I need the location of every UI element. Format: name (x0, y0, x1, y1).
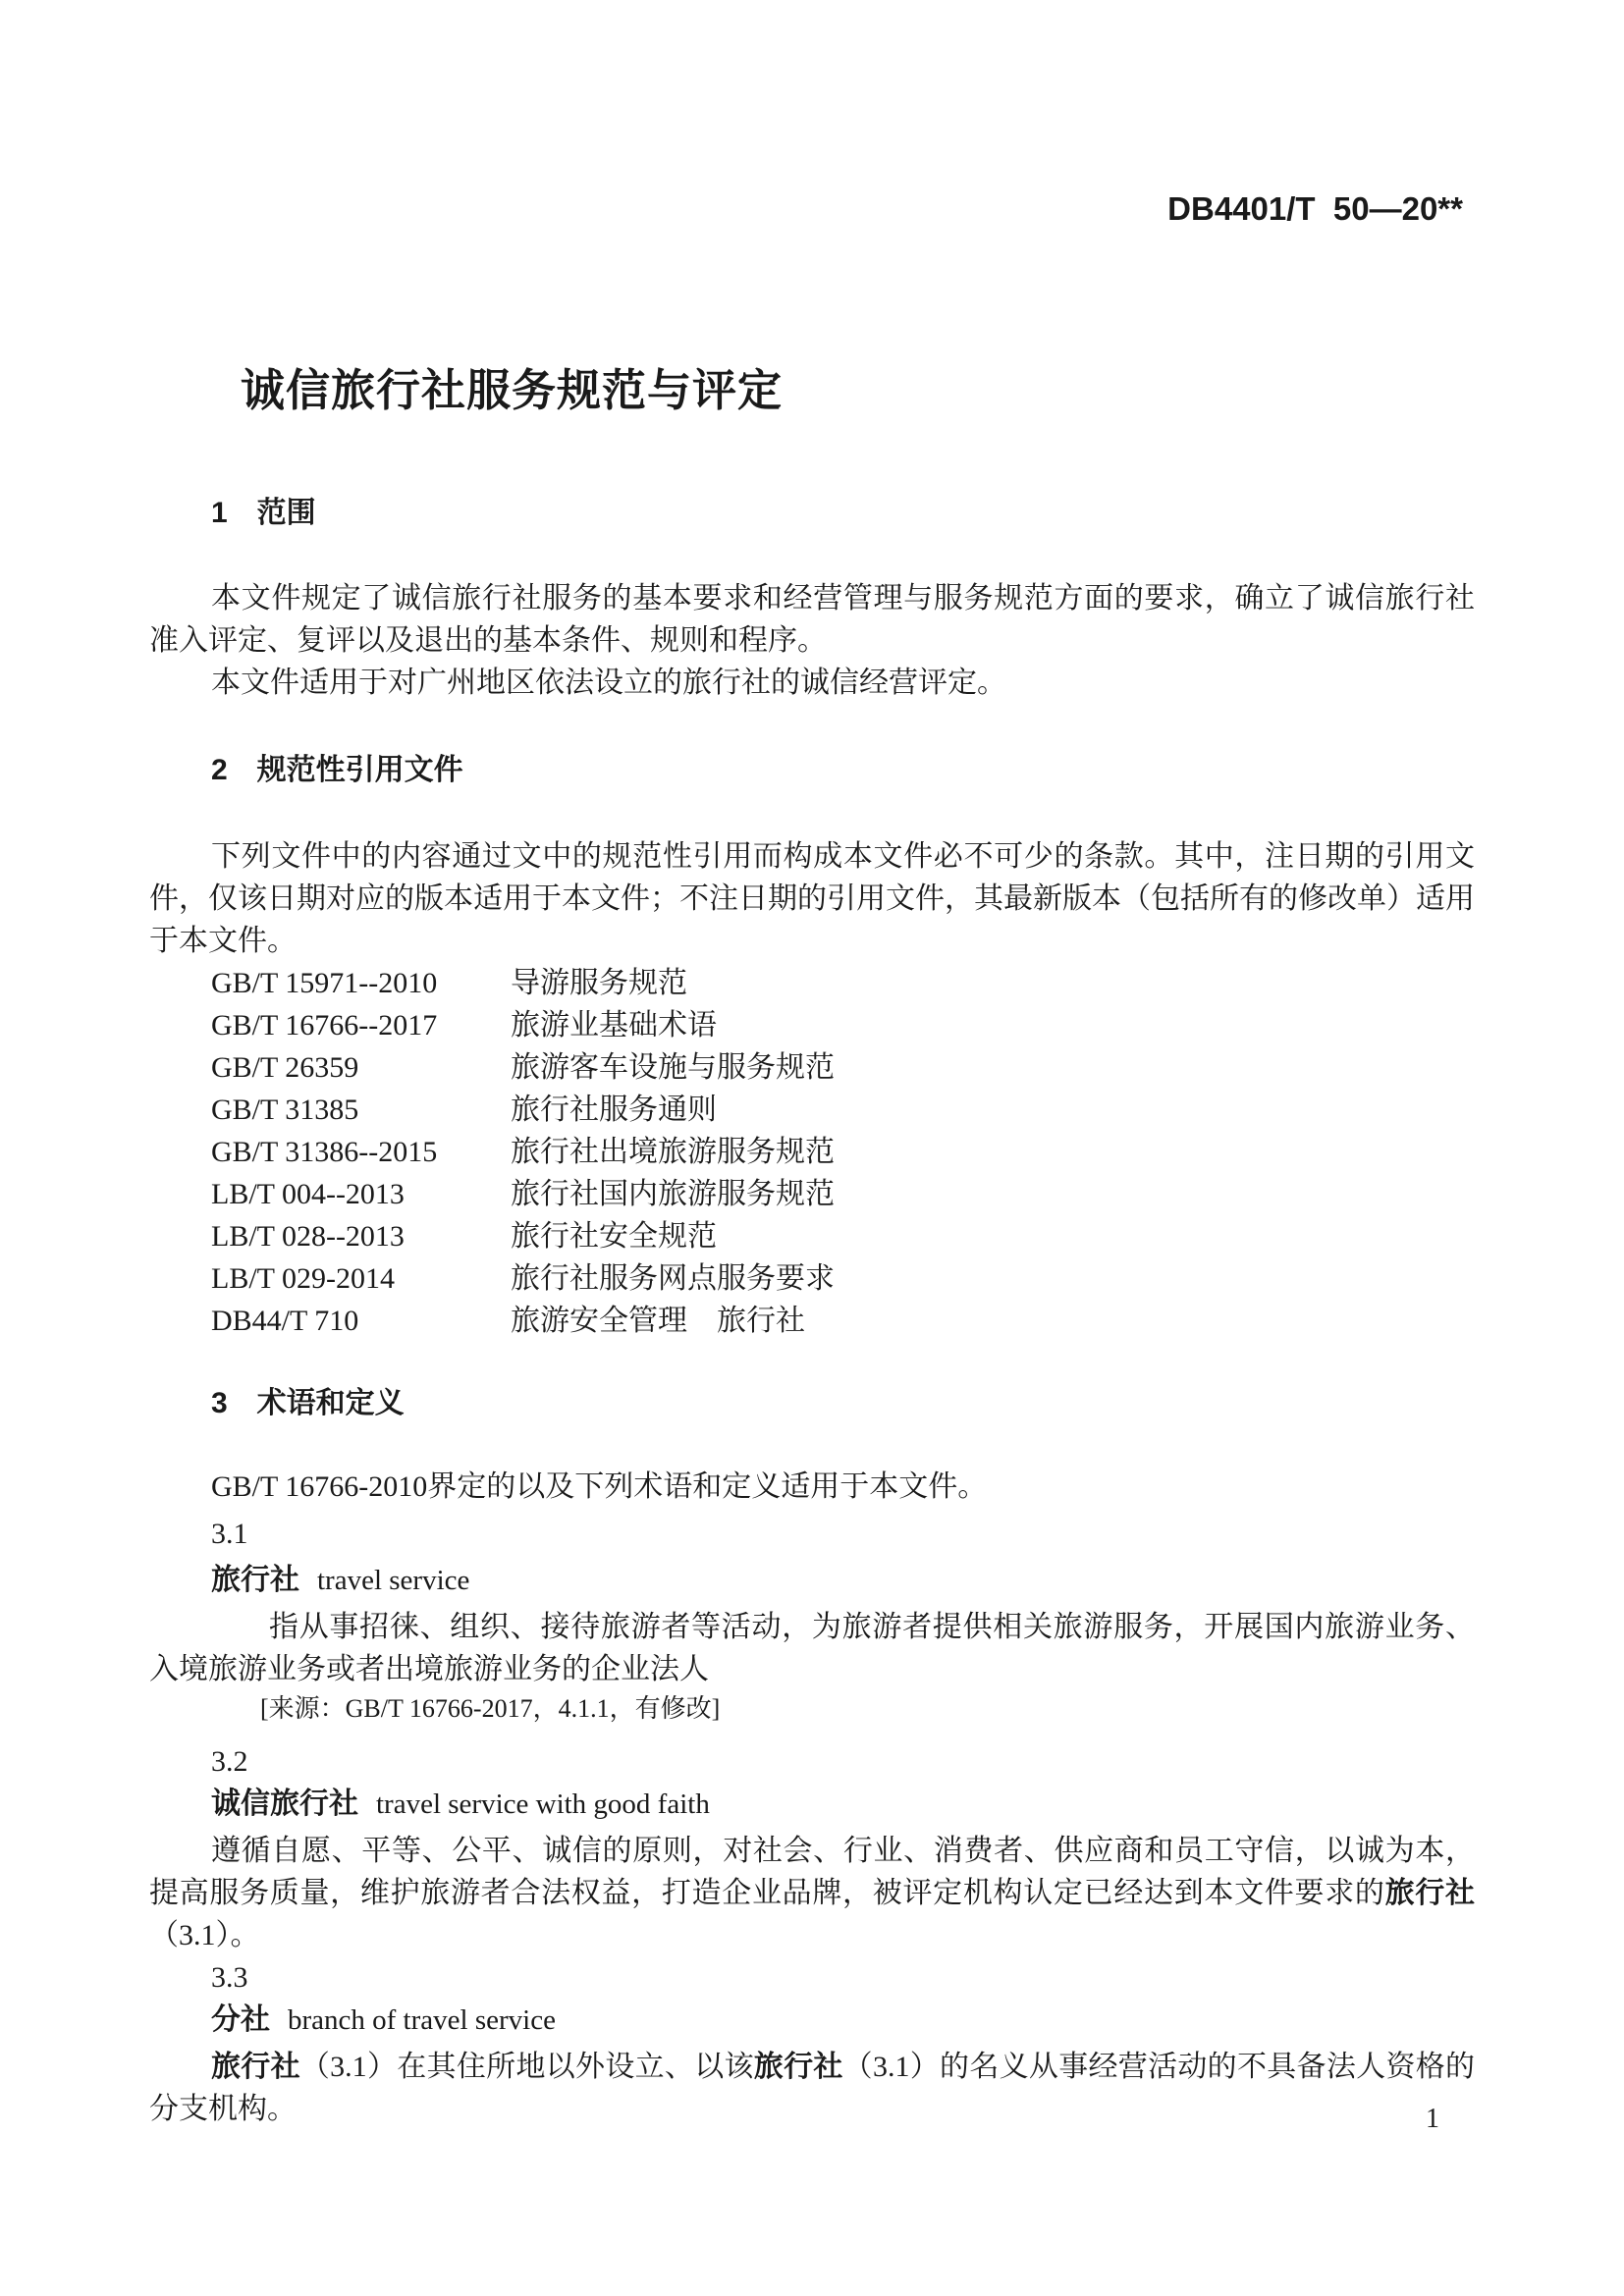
definition-run: （3.1）在其住所地以外设立、以该 (299, 2051, 754, 2083)
term-line (211, 1783, 1475, 1830)
reference-name: 旅游安全管理 旅行社 (511, 1305, 805, 1337)
term-name-cn: 分社 (211, 2003, 270, 2036)
section-2-heading: 2 规范性引用文件 (211, 754, 463, 786)
reference-row (211, 1089, 1475, 1131)
term-definition (149, 1830, 1475, 1956)
reference-name: 旅行社服务通则 (511, 1094, 717, 1126)
reference-list (149, 962, 1475, 1342)
definition-run-bold: 旅行社 (1384, 1877, 1476, 1909)
term-definition (149, 1606, 1475, 1690)
reference-code: GB/T 31385 (211, 1094, 359, 1126)
reference-name: 旅行社国内旅游服务规范 (511, 1178, 835, 1210)
reference-row (211, 1131, 1475, 1173)
term-source: [来源：GB/T 16766-2017，4.1.1，有修改] (260, 1694, 721, 1723)
term-name-cn: 诚信旅行社 (211, 1788, 358, 1820)
reference-name: 旅行社服务网点服务要求 (511, 1262, 835, 1295)
reference-code: DB44/T 710 (211, 1305, 359, 1337)
term-number: 3.3 (211, 1961, 248, 1994)
reference-name: 旅行社安全规范 (511, 1220, 717, 1253)
definition-run: 指从事招徕、组织、接待旅游者等活动，为旅游者提供相关旅游服务，开展国内旅游业务、入境旅游业务或者出境旅游业务的企业法人 (149, 1611, 1475, 1685)
document-title: 诚信旅行社服务规范与评定 (241, 365, 784, 415)
definition-run-bold: 旅行社 (753, 2051, 843, 2083)
term-definition (149, 2046, 1475, 2130)
section-1-heading: 1 范围 (211, 497, 316, 529)
section-3-heading: 3 术语和定义 (211, 1387, 405, 1419)
section-2-intro: 下列文件中的内容通过文中的规范性引用而构成本文件必不可少的条款。其中，注日期的引用文件，仅该日期对应的版本适用于本文件；不注日期的引用文件，其最新版本（包括所有的修改单）适用于本文件。 (149, 840, 1475, 957)
reference-code: GB/T 26359 (211, 1051, 359, 1084)
reference-code: GB/T 31386--2015 (211, 1136, 438, 1168)
definition-run-bold: 旅行社 (211, 2051, 300, 2083)
page-number: 1 (1426, 2104, 1439, 2134)
definition-run: 遵循自愿、平等、公平、诚信的原则，对社会、行业、消费者、供应商和员工守信，以诚为本，提高服务质量，维护旅游者合法权益，打造企业品牌，被评定机构认定已经达到本文件要求的 (149, 1835, 1475, 1909)
reference-row (211, 962, 1475, 1004)
section-3-intro: GB/T 16766-2010界定的以及下列术语和定义适用于本文件。 (211, 1470, 988, 1503)
section-1-paragraph-2: 本文件适用于对广州地区依法设立的旅行社的诚信经营评定。 (211, 667, 1006, 699)
reference-row (211, 1300, 1475, 1342)
reference-name: 旅行社出境旅游服务规范 (511, 1136, 835, 1168)
definition-run: （3.1）。 (149, 1919, 260, 1951)
reference-row (211, 1004, 1475, 1046)
section-1-paragraph-1: 本文件规定了诚信旅行社服务的基本要求和经营管理与服务规范方面的要求，确立了诚信旅行社准入评定、复评以及退出的基本条件、规则和程序。 (149, 582, 1475, 657)
reference-name: 导游服务规范 (511, 967, 687, 999)
reference-code: LB/T 029-2014 (211, 1262, 395, 1295)
term-line (211, 1999, 1475, 2046)
term-name-en: branch of travel service (288, 2004, 556, 2036)
definition-run: （3.1）的名义从事经营活动的不具备法人资格的分支机构。 (149, 2051, 1476, 2125)
term-line (211, 1559, 1475, 1606)
doc-code: DB4401/T 50—20** (1167, 190, 1463, 227)
reference-row (211, 1046, 1475, 1089)
reference-name: 旅游客车设施与服务规范 (511, 1051, 835, 1084)
reference-row (211, 1215, 1475, 1257)
reference-code: GB/T 15971--2010 (211, 967, 438, 999)
reference-name: 旅游业基础术语 (511, 1009, 717, 1041)
reference-row (211, 1173, 1475, 1215)
term-number: 3.1 (211, 1518, 248, 1550)
term-number: 3.2 (211, 1745, 248, 1778)
reference-row (211, 1257, 1475, 1300)
term-name-en: travel service (317, 1565, 470, 1596)
term-name-en: travel service with good faith (376, 1789, 710, 1820)
reference-code: LB/T 004--2013 (211, 1178, 405, 1210)
document-content (149, 0, 1475, 2130)
reference-code: GB/T 16766--2017 (211, 1009, 438, 1041)
term-name-cn: 旅行社 (211, 1564, 299, 1596)
reference-code: LB/T 028--2013 (211, 1220, 405, 1253)
